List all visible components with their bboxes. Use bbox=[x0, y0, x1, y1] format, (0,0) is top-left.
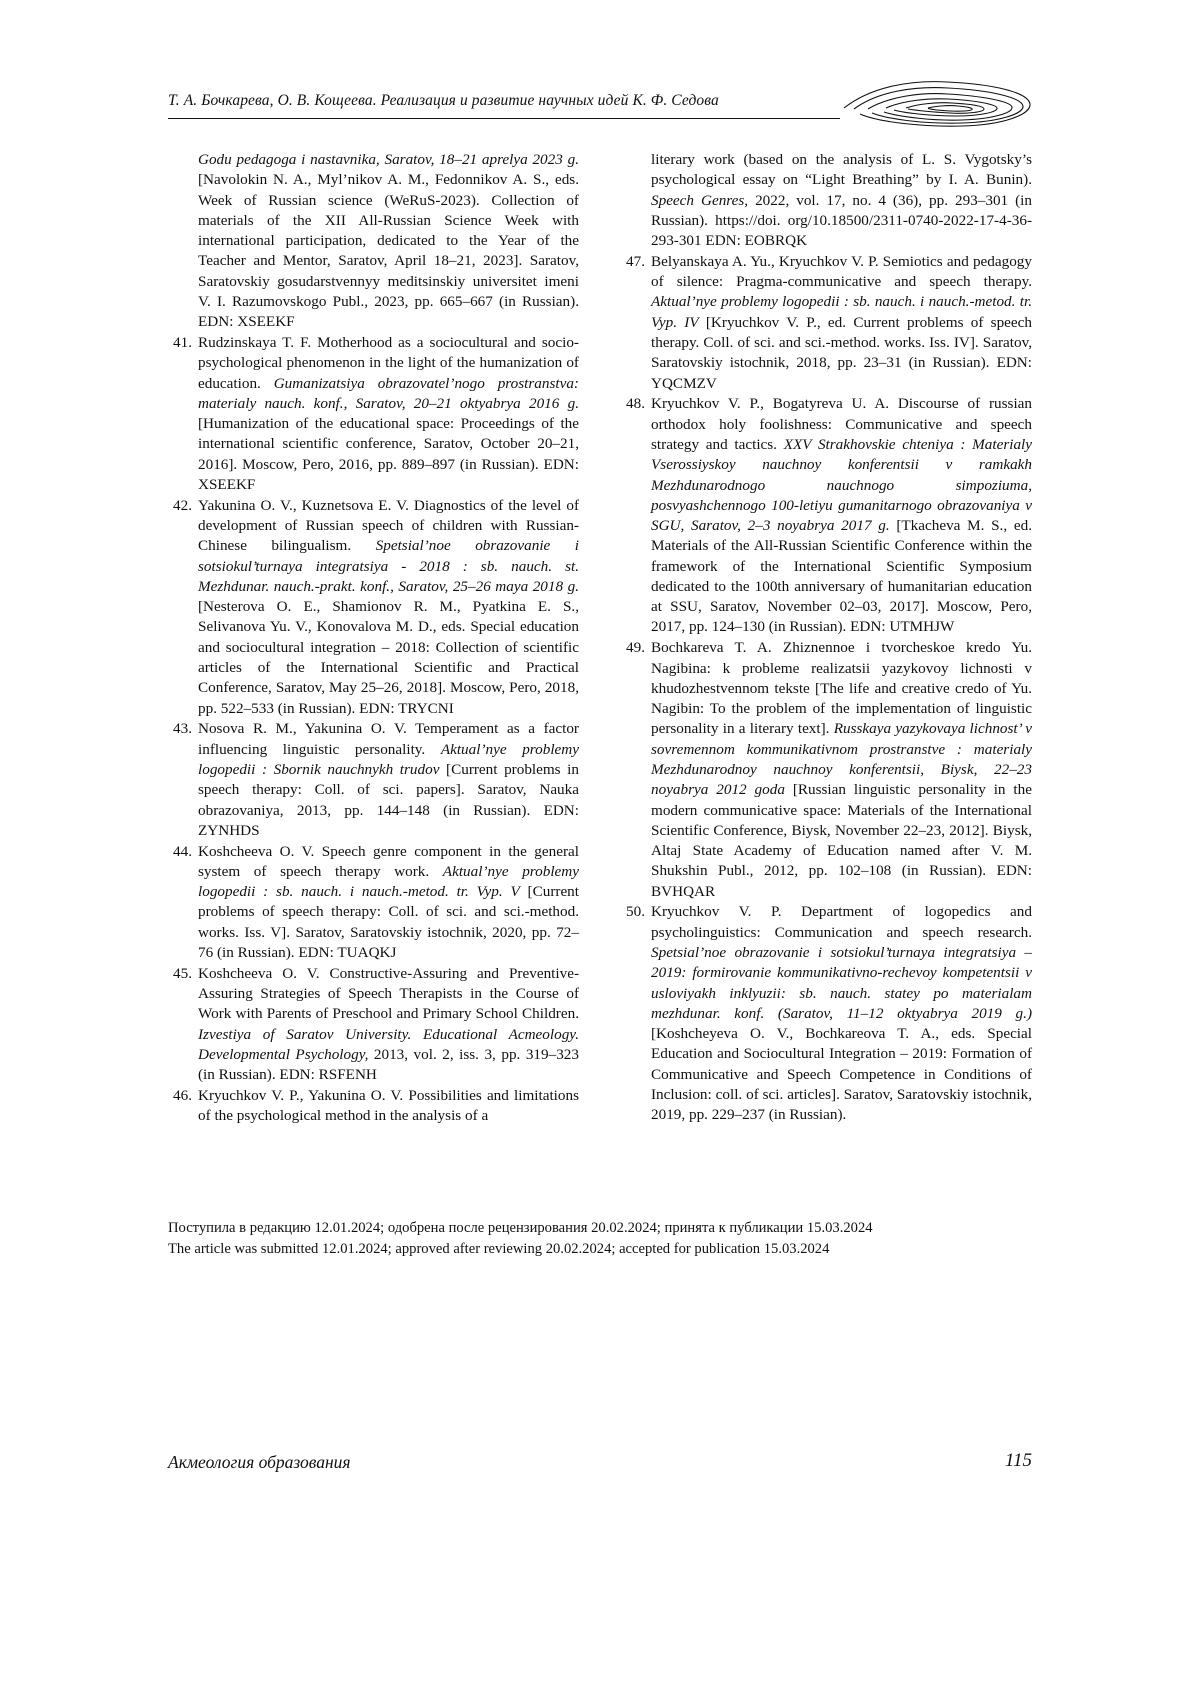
reference-source-italic: Izvestiya of Saratov University. Educational Acmeology. Developmental Psychology, bbox=[198, 1025, 579, 1063]
reference-text: Koshcheeva O. V. Constructive-Assuring and Preventive-Assuring Strategies of Speech Therapists in the Course of Work with Parents of Preschool and Primary School Children. Izvestiya of Saratov University. Educational Acmeology. Developmental Psychology, 2013, vol. 2, iss. 3, pp. 319–323 (in Russian). EDN: RSFENH bbox=[198, 964, 579, 1084]
reference-item bbox=[168, 719, 579, 841]
reference-text: literary work (based on the analysis of L. S. Vygotsky’s psychological essay on “Light Breathing” by I. A. Bunin). Speech Genres, 2022, vol. 17, no. 4 (36), pp. 293–301 (in Russian). https://doi. org/10.18500/2311-0740-2022-17-4-36-293-301 EDN: EOBRQK bbox=[651, 151, 1032, 250]
reference-item bbox=[168, 496, 579, 719]
footer-section-title: Акмеология образования bbox=[168, 1452, 351, 1472]
reference-item bbox=[621, 252, 1032, 394]
reference-text: Kryuchkov V. P., Bogatyreva U. A. Discourse of russian orthodox holy foolishness: Communicative and speech strategy and tactics. XXV Strakhovskie chteniya : Materialy Vserossiyskoy nauchnoy konferentsii v ramkakh Mezhdunarodnogo nauchnogo simpoziuma, posvyashchennogo 100-letiyu gumanitarnogo obrazovaniya v SGU, Saratov, 2–3 noyabrya 2017 g. [Tkacheva M. S., ed. Materials of the All-Russian Scientific Conference within the framework of the International Scientific Symposium dedicated to the 100th anniversary of humanitarian education at SSU, Saratov, November 02–03, 2017]. Moscow, Pero, 2017, pp. 124–130 (in Russian). EDN: UTMHJW bbox=[651, 395, 1033, 636]
reference-text: Rudzinskaya T. F. Motherhood as a sociocultural and socio-psychological phenomenon in the light of the humanization of education. Gumanizatsiya obrazovatel’nogo prostranstva: materialy nauch. konf., Saratov, 20–21 oktyabrya 2016 g. [Humanization of the educational space: Proceedings of the international scientific conference, Saratov, October 20–21, 2016]. Moscow, Pero, 2016, pp. 889–897 (in Russian). EDN: XSEEKF bbox=[198, 334, 579, 493]
reference-number: 47. bbox=[626, 252, 645, 270]
reference-item bbox=[621, 394, 1032, 637]
reference-item bbox=[621, 638, 1032, 902]
reference-item bbox=[168, 333, 579, 495]
reference-source-italic: Gumanizatsiya obrazovatel’nogo prostranstva: materialy nauch. konf., Saratov, 20–21 oktyabrya 2016 g. bbox=[198, 374, 579, 412]
reference-number: 45. bbox=[173, 964, 192, 982]
reference-text: Nosova R. M., Yakunina O. V. Temperament as a factor influencing linguistic personality. Aktual’nye problemy logopedii : Sbornik nauchnykh trudov [Current problems in speech therapy: Coll. of sci. papers]. Saratov, Nauka obrazovaniya, 2013, pp. 144–148 (in Russian). EDN: ZYNHDS bbox=[198, 720, 579, 839]
reference-text: Belyanskaya A. Yu., Kryuchkov V. P. Semiotics and pedagogy of silence: Pragma-communicative and speech therapy. Aktual’nye problemy logopedii : sb. nauch. i nauch.-metod. tr. Vyp. IV [Kryuchkov V. P., ed. Current problems of speech therapy. Coll. of sci. and sci.-method. works. Iss. IV]. Saratov, Saratovskiy istochnik, 2018, pp. 23–31 (in Russian). EDN: YQCMZV bbox=[651, 252, 1032, 392]
reference-source-italic: Aktual’nye problemy logopedii : Sbornik nauchnykh trudov bbox=[198, 740, 579, 778]
reference-source-italic: Russkaya yazykovaya lichnost’ v sovremennom kommunikativnom prostranstve : materialy Mezhdunarodnoy nauchnoy konferentsii, Biysk, 22–23 noyabrya 2012 goda bbox=[651, 720, 1032, 799]
ornament-icon bbox=[842, 78, 1032, 130]
reference-item bbox=[621, 150, 1032, 251]
submission-note-ru: Поступила в редакцию 12.01.2024; одобрена после рецензирования 20.02.2024; принята к публикации 15.03.2024 bbox=[168, 1220, 873, 1236]
reference-number: 48. bbox=[626, 395, 645, 413]
reference-item bbox=[621, 902, 1032, 1125]
column-left bbox=[168, 150, 579, 1127]
reference-source-italic: Speech Genres, bbox=[651, 191, 749, 209]
reference-source-italic: Godu pedagoga i nastavnika, Saratov, 18–21 aprelya 2023 g. bbox=[198, 151, 579, 168]
reference-text: Kryuchkov V. P. Department of logopedics and psycholinguistics: Communication and speech research. Spetsial’noe obrazovanie i sotsiokul’turnaya integratsiya – 2019: formirovanie kommunikativno-rechevoy kompetentsii v usloviyakh inklyuzii: sb. nauch. statey po materialam mezhdunar. konf. (Saratov, 11–12 oktyabrya 2019 g.) [Koshcheyeva O. V., Bochkareova T. A., eds. Special Education and Sociocultural Integration – 2019: Formation of Communicative and Speech Competence in Conditions of Inclusion: coll. of sci. articles]. Saratov, Saratovskiy istochnik, 2019, pp. 229–237 (in Russian). bbox=[651, 903, 1032, 1124]
reference-item bbox=[168, 964, 579, 1086]
reference-number: 44. bbox=[173, 842, 192, 860]
running-title: Т. А. Бочкарева, О. В. Кощеева. Реализация и развитие научных идей К. Ф. Седова bbox=[168, 92, 719, 109]
reference-number: 46. bbox=[173, 1086, 192, 1104]
header-rule bbox=[168, 118, 840, 119]
reference-columns bbox=[168, 150, 1032, 1127]
reference-item bbox=[168, 1086, 579, 1127]
reference-source-italic: Spetsial’noe obrazovanie i sotsiokul’turnaya integratsiya – 2019: formirovanie kommunikativno-rechevoy kompetentsii v usloviyakh inklyuzii: sb. nauch. statey po materialam mezhdunar. konf. (Saratov, 11–12 oktyabrya 2019 g.) bbox=[651, 943, 1032, 1022]
reference-text: Koshcheeva O. V. Speech genre component in the general system of speech therapy work. Aktual’nye problemy logopedii : sb. nauch. i nauch.-metod. tr. Vyp. V [Current problems of speech therapy: Coll. of sci. and sci.-method. works. Iss. V]. Saratov, Saratovskiy istochnik, 2020, pp. 72–76 (in Russian). EDN: TUAQKJ bbox=[198, 842, 579, 961]
reference-source-italic: Spetsial’noe obrazovanie i sotsiokul’turnaya integratsiya - 2018 : sb. nauch. st. Mezhdunar. nauch.-prakt. konf., Saratov, 25–26 maya 2018 g. bbox=[198, 537, 579, 595]
reference-number: 43. bbox=[173, 720, 192, 738]
page-number: 115 bbox=[1004, 1450, 1032, 1471]
reference-number: 41. bbox=[173, 334, 192, 352]
reference-list-left bbox=[168, 150, 579, 1127]
reference-item bbox=[168, 150, 579, 333]
reference-source-italic: XXV Strakhovskie chteniya : Materialy Vserossiyskoy nauchnoy konferentsii v ramkakh Mezhdunarodnogo nauchnogo simpoziuma, posvyashchennogo 100-letiyu gumanitarnogo obrazovaniya v SGU, Saratov, 2–3 noyabrya 2017 g. bbox=[651, 435, 1033, 535]
page-header bbox=[168, 86, 1032, 130]
reference-number: 42. bbox=[173, 496, 192, 514]
reference-text: Kryuchkov V. P., Yakunina O. V. Possibilities and limitations of the psychological method in the analysis of a bbox=[198, 1086, 579, 1125]
submission-note-en: The article was submitted 12.01.2024; approved after reviewing 20.02.2024; accepted for publication 15.03.2024 bbox=[168, 1240, 830, 1257]
column-right bbox=[621, 150, 1032, 1127]
reference-text: Bochkareva T. A. Zhiznennoe i tvorcheskoe kredo Yu. Nagibina: k probleme realizatsii yazykovoy lichnosti v khudozhestvennom tekste [The life and creative credo of Yu. Nagibin: To the problem of the implementation of linguistic personality in a literary text]. Russkaya yazykovaya lichnost’ v sovremennom kommunikativnom prostranstve : materialy Mezhdunarodnoy nauchnoy konferentsii, Biysk, 22–23 noyabrya 2012 goda [Russian linguistic personality in the modern communicative space: Materials of the International Scientific Conference, Biysk, November 22–23, 2012]. Biysk, Altaj State Academy of Education named after V. M. Shukshin Publ., 2012, pp. 102–108 (in Russian). EDN: BVHQAR bbox=[651, 639, 1032, 900]
reference-list-right bbox=[621, 150, 1032, 1126]
reference-source-italic: Aktual’nye problemy logopedii : sb. nauch. i nauch.-metod. tr. Vyp. V bbox=[198, 862, 579, 901]
reference-source-italic: Aktual’nye problemy logopedii : sb. nauch. i nauch.-metod. tr. Vyp. IV bbox=[651, 293, 1032, 331]
submission-note bbox=[168, 1218, 1032, 1259]
reference-number: 49. bbox=[626, 639, 645, 657]
reference-text: Godu pedagoga i nastavnika, Saratov, 18–21 aprelya 2023 g. [Navolokin N. A., Myl’nikov A. M., Fedonnikov A. S., eds. Week of Russian science (WeRuS-2023). Collection of materials of the XII All-Russian Science Week with international participation, dedicated to the Year of the Teacher and Mentor, Saratov, April 18–21, 2023]. Saratov, Saratovskiy gosudarstvennyy meditsinskiy universitet imeni V. I. Razumovskogo Publ., 2023, pp. 665–667 (in Russian). EDN: XSEEKF bbox=[198, 151, 579, 331]
reference-number: 50. bbox=[626, 903, 645, 921]
reference-text: Yakunina O. V., Kuznetsova E. V. Diagnostics of the level of development of Russian speech of children with Russian-Chinese bilingualism. Spetsial’noe obrazovanie i sotsiokul’turnaya integratsiya - 2018 : sb. nauch. st. Mezhdunar. nauch.-prakt. konf., Saratov, 25–26 maya 2018 g. [Nesterova O. E., Shamionov R. M., Pyatkina E. S., Selivanova Yu. V., Konovalova M. D., eds. Special education and sociocultural integration – 2018: Collection of scientific articles of the International Scientific and Practical Conference, Saratov, May 25–26, 2018]. Moscow, Pero, 2018, pp. 522–533 (in Russian). EDN: TRYCNI bbox=[198, 496, 579, 717]
reference-item bbox=[168, 842, 579, 964]
